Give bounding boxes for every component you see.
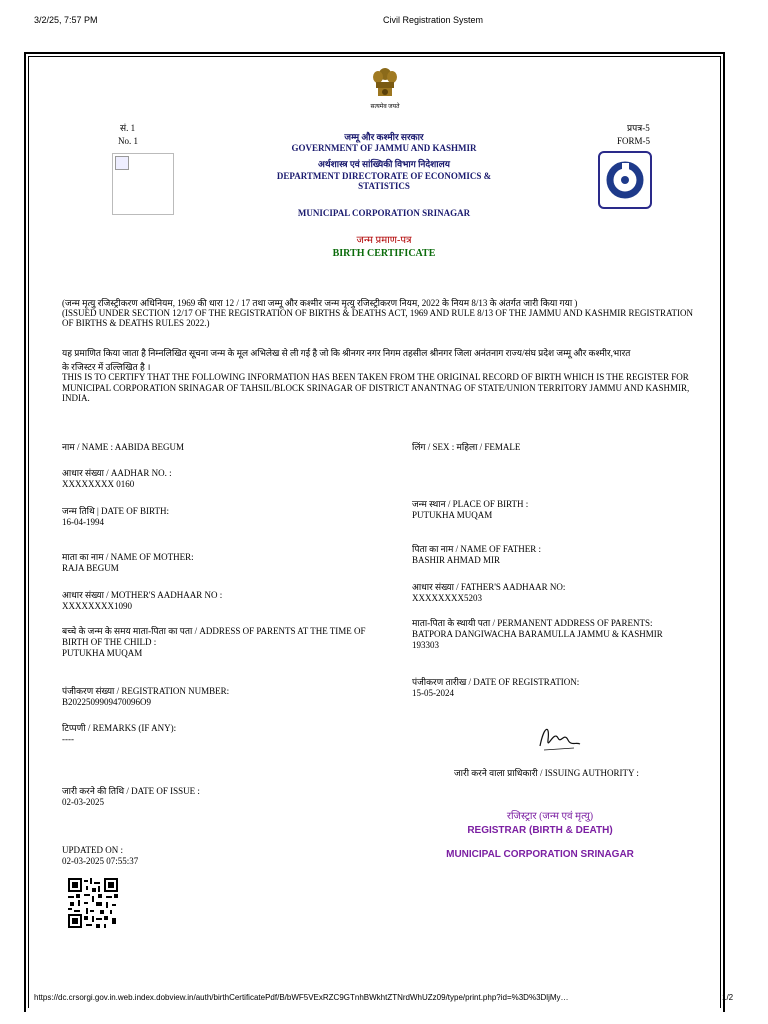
certify-hindi-1: यह प्रमाणित किया जाता है निम्नलिखित सूचना जन्म के मूल अभिलेख से ली गई है जो कि श्रीनगर नगर निगम तहसील श्रीनगर जिला अनंतनाग राज्य/संघ प्रदेश जम्मू और कश्मीर,भारत: [62, 348, 631, 358]
remarks-field: [62, 723, 176, 745]
father-label: पिता का नाम / NAME OF FATHER :: [412, 544, 541, 554]
certificate-title-english: BIRTH CERTIFICATE: [332, 248, 436, 259]
sex-value: लिंग / SEX : महिला / FEMALE: [412, 442, 521, 452]
qr-code-icon: [68, 878, 118, 928]
updated-label: UPDATED ON :: [62, 845, 124, 855]
sex-field: [412, 442, 520, 453]
father-aadhaar-label: आधार संख्या / FATHER'S AADHAAR NO:: [412, 582, 566, 592]
mother-aadhaar-value: XXXXXXXX1090: [62, 601, 132, 611]
photo-placeholder: [112, 153, 174, 215]
updated-value: 02-03-2025 07:55:37: [62, 856, 139, 866]
remarks-value: ----: [62, 734, 74, 744]
pob-value: PUTUKHA MUQAM: [412, 510, 493, 520]
reg-date-value: 15-05-2024: [412, 688, 454, 698]
reg-date-field: [412, 677, 579, 699]
aadhar-value: XXXXXXXX 0160: [62, 479, 135, 489]
print-url: https://dc.crsorgi.gov.in.web.index.dobview.in/auth/birthCertificatePdf/B/bWF5VExRZC9GTnhBWkhtZTNrdWhUZz09/type/print.php?id=%3D%3DljMy…: [34, 993, 569, 1002]
mother-value: RAJA BEGUM: [62, 563, 119, 573]
dept-english-line-1: DEPARTMENT DIRECTORATE OF ECONOMICS &: [276, 171, 492, 181]
father-aadhaar-field: [412, 582, 565, 604]
aadhar-label: आधार संख्या / AADHAR NO. :: [62, 468, 172, 478]
reg-date-label: पंजीकरण तारीख / DATE OF REGISTRATION:: [412, 677, 580, 687]
print-datetime: 3/2/25, 7:57 PM: [34, 15, 98, 25]
perm-address-value-2: 193303: [412, 640, 439, 650]
perm-address-value-1: BATPORA DANGIWACHA BARAMULLA JAMMU & KASHMIR: [412, 629, 663, 639]
form-hindi: प्रपत्र-5: [627, 123, 650, 133]
reg-no-label: पंजीकरण संख्या / REGISTRATION NUMBER:: [62, 686, 230, 696]
emblem-motto: सत्यमेव जयते: [370, 104, 400, 110]
issued-under-section: [62, 298, 722, 328]
father-aadhaar-value: XXXXXXXX5203: [412, 593, 482, 603]
issuing-authority: जारी करने वाला प्राधिकारी / ISSUING AUTHORITY :: [454, 768, 639, 778]
perm-address-field: [412, 618, 663, 651]
name-field: [62, 442, 184, 453]
issue-date-value: 02-03-2025: [62, 797, 104, 807]
remarks-label: टिप्पणी / REMARKS (IF ANY):: [62, 723, 177, 733]
issue-date-label: जारी करने की तिथि / DATE OF ISSUE :: [62, 786, 200, 796]
pob-field: [412, 499, 528, 521]
dept-english-line-2: STATISTICS: [358, 181, 410, 191]
reg-no-value: B2022509909470096O9: [62, 697, 152, 707]
mother-aadhaar-label: आधार संख्या / MOTHER'S AADHAAR NO :: [62, 590, 223, 600]
dob-field: [62, 506, 169, 528]
registrar-corporation: MUNICIPAL CORPORATION SRINAGAR: [446, 849, 634, 860]
broken-image-icon: [115, 156, 129, 170]
updated-field: [62, 845, 138, 867]
registrar-hindi: रजिस्ट्रार (जन्म एवं मृत्यु): [506, 811, 594, 822]
national-emblem-icon: [370, 66, 400, 102]
reg-no-field: [62, 686, 229, 708]
dept-hindi: अर्थशास्त्र एवं सांख्यिकी विभाग निदेशालय: [318, 159, 450, 169]
state-hindi: जम्मू और कश्मीर सरकार: [344, 132, 424, 142]
issued-hindi: (जन्म मृत्यु रजिस्ट्रीकरण अधिनियम, 1969 की धारा 12 / 17 तथा जम्मू और कश्मीर जन्म मृत्यु रजिस्ट्रीकरण नियम, 2022 के नियम 8/13 के अंतर्गत जारी किया गया ): [62, 298, 578, 308]
crs-logo-icon: [598, 151, 652, 209]
registrar-english: REGISTRAR (BIRTH & DEATH): [467, 825, 613, 836]
municipal-corporation: MUNICIPAL CORPORATION SRINAGAR: [297, 208, 471, 218]
aadhar-field: [62, 468, 172, 490]
issue-date-field: [62, 786, 200, 808]
dob-label: जन्म तिथि | DATE OF BIRTH:: [62, 506, 169, 516]
father-field: [412, 544, 541, 566]
address-birth-field: [62, 626, 366, 659]
mother-aadhaar-field: [62, 590, 222, 612]
address-birth-value: PUTUKHA MUQAM: [62, 648, 143, 658]
perm-address-label: माता-पिता के स्थायी पता / PERMANENT ADDRESS OF PARENTS:: [412, 618, 653, 628]
mother-field: [62, 552, 194, 574]
dob-value: 16-04-1994: [62, 517, 104, 527]
issued-english-1: (ISSUED UNDER SECTION 12/17 OF THE REGISTRATION OF BIRTHS & DEATHS ACT, 1969 AND RULE 8/13 OF THE JAMMU AND KASHMIR REGISTRATION: [62, 308, 693, 318]
print-title: Civil Registration System: [383, 15, 484, 25]
issued-english-2: OF BIRTHS & DEATHS RULES 2022.): [62, 318, 210, 328]
dept-english: [200, 171, 568, 191]
certify-english-2: MUNICIPAL CORPORATION SRINAGAR OF TAHSIL/BLOCK SRINAGAR OF DISTRICT ANANTNAG OF STATE/UNION TERRITORY JAMMU AND KASHMIR,: [62, 382, 690, 393]
pob-label: जन्म स्थान / PLACE OF BIRTH :: [412, 499, 529, 509]
address-birth-label-2: BIRTH OF THE CHILD :: [62, 637, 157, 647]
certify-hindi-2: के रजिस्टर में उल्लिखित है ।: [62, 361, 151, 372]
certify-paragraph: [62, 348, 722, 404]
signature-icon: [534, 720, 584, 756]
certify-english-3: INDIA.: [62, 393, 90, 403]
address-birth-label-1: बच्चे के जन्म के समय माता-पिता का पता / ADDRESS OF PARENTS AT THE TIME OF: [62, 626, 366, 636]
form-english: FORM-5: [617, 136, 651, 146]
name-value: नाम / NAME : AABIDA BEGUM: [62, 442, 184, 452]
print-page-number: 1/2: [722, 993, 734, 1002]
serial-no-english: No. 1: [118, 136, 138, 146]
state-english: GOVERNMENT OF JAMMU AND KASHMIR: [291, 143, 477, 153]
father-value: BASHIR AHMAD MIR: [412, 555, 501, 565]
mother-label: माता का नाम / NAME OF MOTHER:: [62, 552, 194, 562]
certificate-title-hindi: जन्म प्रमाण-पत्र: [356, 235, 412, 246]
certify-english-1: THIS IS TO CERTIFY THAT THE FOLLOWING INFORMATION HAS BEEN TAKEN FROM THE ORIGINAL RECORD OF BIRTH WHICH IS THE REGISTER FOR: [62, 372, 689, 382]
serial-no-hindi: सं. 1: [120, 123, 136, 133]
